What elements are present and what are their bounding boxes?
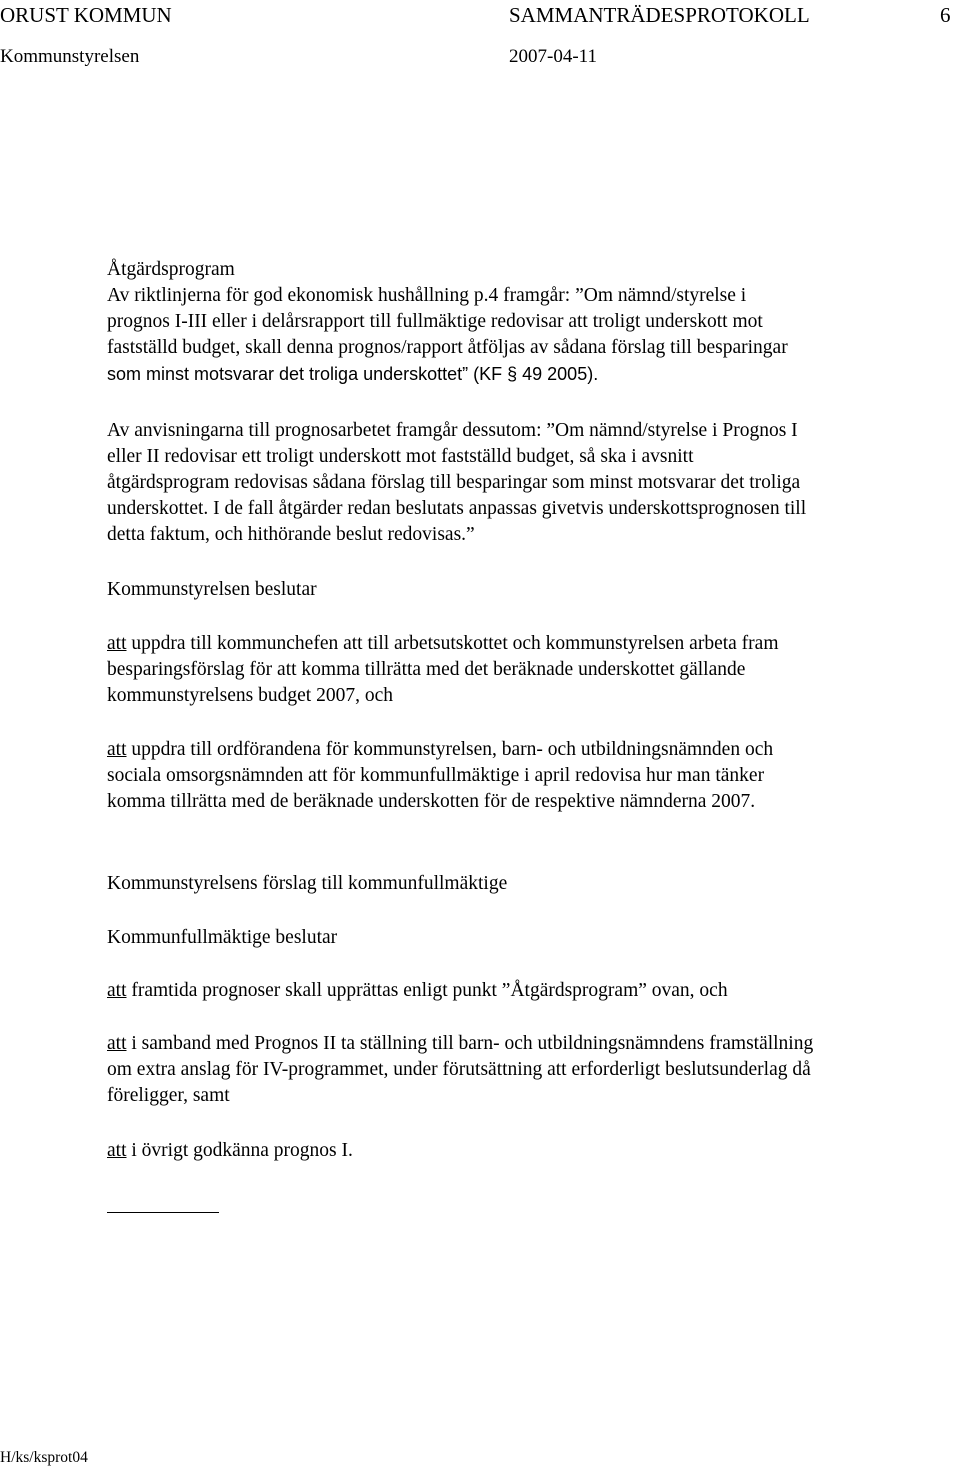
- att-keyword: att: [107, 739, 127, 760]
- text-fragment: uppdra till ordförandena för kommunstyrelsen, barn- och utbildningsnämnden och: [126, 739, 774, 760]
- text-line: åtgärdsprogram redovisas sådana förslag till besparingar som minst motsvarar det troliga: [107, 472, 801, 493]
- text-line: besparingsförslag för att komma tillrätta med det beräknade underskottet gällande: [107, 659, 746, 680]
- footer-file-path: H/ks/ksprot04: [0, 1449, 88, 1466]
- text-line: underskottet. I de fall åtgärder redan beslutats anpassas givetvis underskottsprognosen till: [107, 498, 807, 519]
- section-title: Åtgärdsprogram: [107, 259, 235, 280]
- text-line: som minst motsvarar det troliga underskottet” (KF § 49 2005).: [107, 364, 599, 384]
- text-fragment: i samband med Prognos II ta ställning till barn- och utbildningsnämndens framställning: [126, 1033, 814, 1054]
- text-line: kommunstyrelsens budget 2007, och: [107, 685, 393, 706]
- text-line: fastställd budget, skall denna prognos/rapport åtföljas av sådana förslag till besparingar: [107, 337, 788, 358]
- text-line: om extra anslag för IV-programmet, under förutsättning att erforderligt beslutsunderlag då: [107, 1059, 811, 1080]
- meeting-body: Kommunstyrelsen: [0, 46, 140, 67]
- text-line: [107, 738, 773, 762]
- text-line: Av anvisningarna till prognosarbetet framgår dessutom: ”Om nämnd/styrelse i Prognos I: [107, 420, 798, 441]
- text-line: Av riktlinjerna för god ekonomisk hushållning p.4 framgår: ”Om nämnd/styrelse i: [107, 285, 747, 306]
- text-line: detta faktum, och hithörande beslut redovisas.”: [107, 524, 475, 545]
- text-line: komma tillrätta med de beräknade underskotten för de respektive nämnderna 2007.: [107, 791, 756, 812]
- att-keyword: att: [107, 1033, 127, 1054]
- horizontal-rule: [107, 1212, 219, 1213]
- page-number: 6: [940, 3, 951, 27]
- text-line: [107, 632, 779, 656]
- text-line: föreligger, samt: [107, 1085, 230, 1106]
- text-line: prognos I-III eller i delårsrapport till fullmäktige redovisar att troligt underskott mot: [107, 311, 763, 332]
- text-line: [107, 1139, 353, 1163]
- text-line: eller II redovisar ett troligt underskott mot fastställd budget, så ska i avsnitt: [107, 446, 694, 467]
- document-type: SAMMANTRÄDESPROTOKOLL: [509, 3, 810, 27]
- proposal-heading: Kommunstyrelsens förslag till kommunfullmäktige: [107, 873, 508, 894]
- text-line: [107, 1032, 813, 1056]
- ks-decision-heading: Kommunstyrelsen beslutar: [107, 579, 317, 600]
- att-keyword: att: [107, 633, 127, 654]
- org-name: ORUST KOMMUN: [0, 3, 172, 27]
- text-fragment: framtida prognoser skall upprättas enligt punkt ”Åtgärdsprogram” ovan, och: [126, 980, 728, 1001]
- text-line: sociala omsorgsnämnden att för kommunfullmäktige i april redovisa hur man tänker: [107, 765, 765, 786]
- att-keyword: att: [107, 980, 127, 1001]
- text-fragment: uppdra till kommunchefen att till arbetsutskottet och kommunstyrelsen arbeta fram: [126, 633, 779, 654]
- att-keyword: att: [107, 1140, 127, 1161]
- meeting-date: 2007-04-11: [509, 46, 597, 67]
- kf-decision-heading: Kommunfullmäktige beslutar: [107, 927, 338, 948]
- text-line: [107, 979, 728, 1003]
- text-fragment: i övrigt godkänna prognos I.: [126, 1140, 353, 1161]
